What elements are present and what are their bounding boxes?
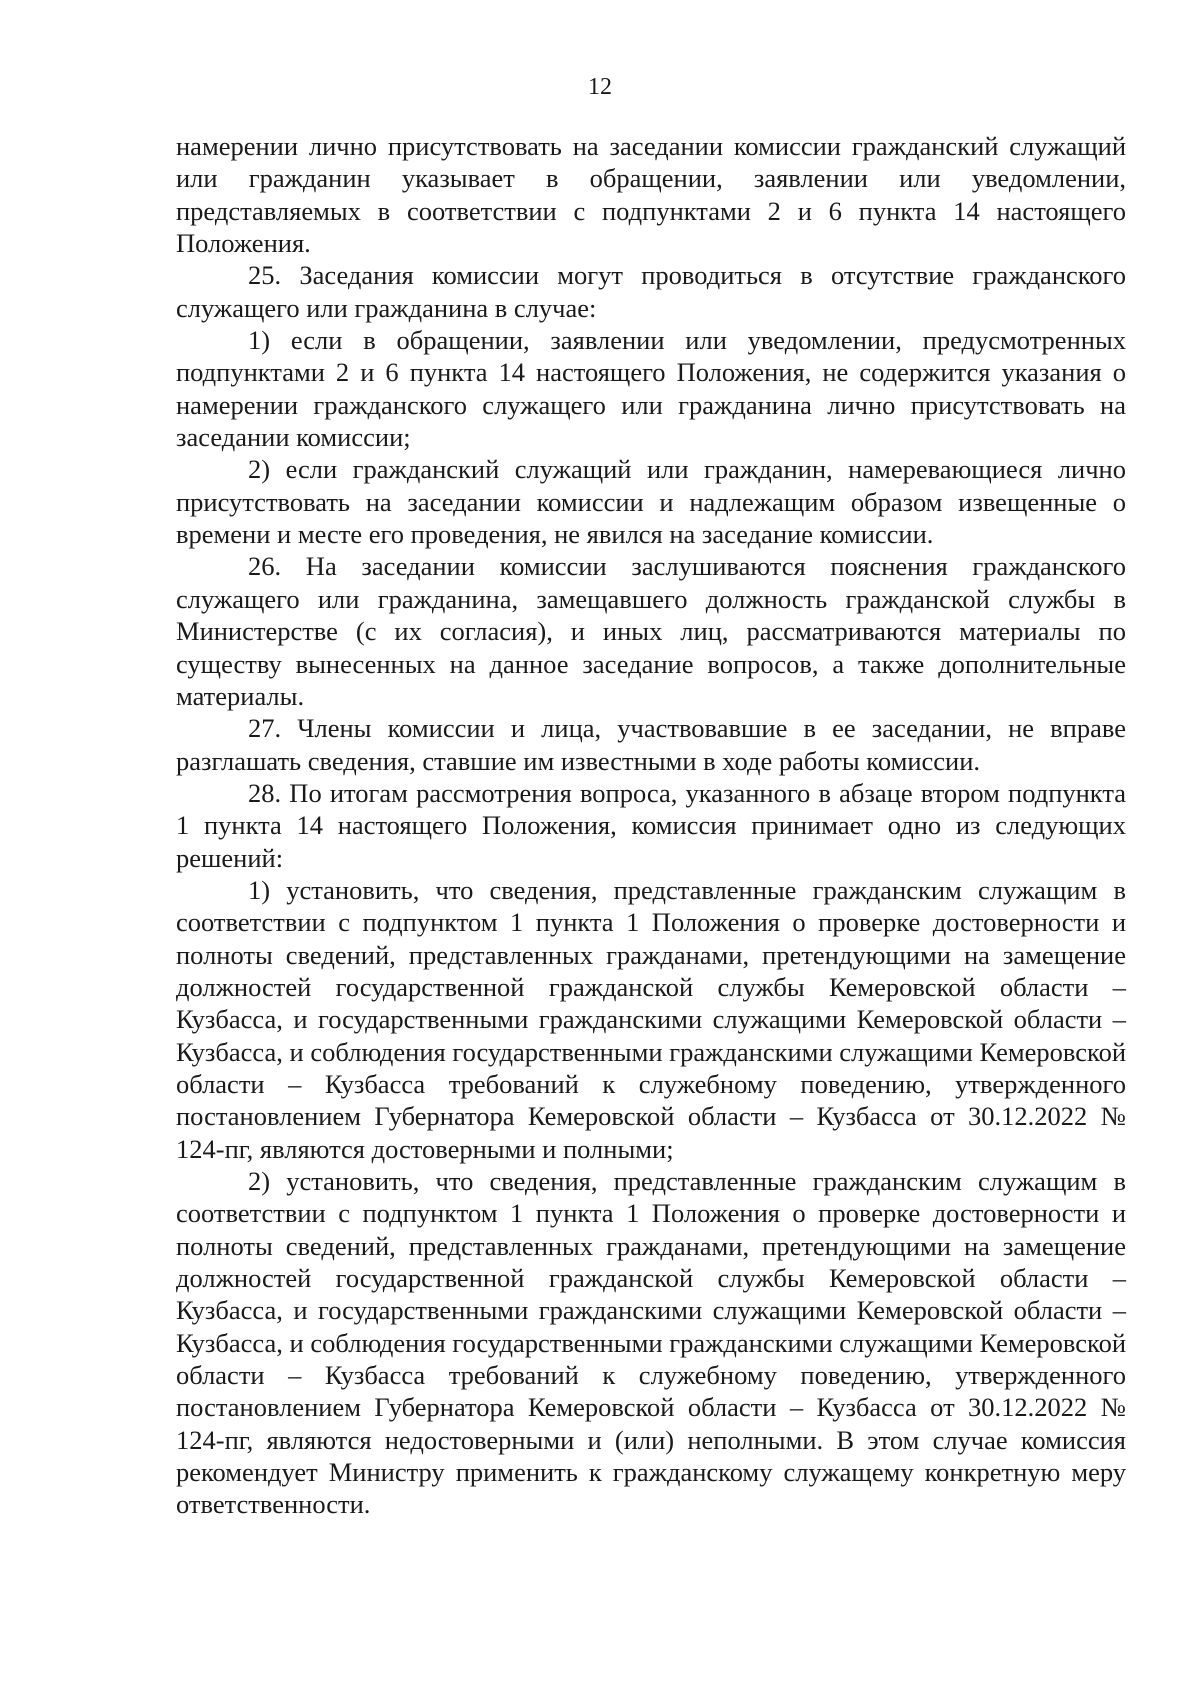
paragraph-item-26: 26. На заседании комиссии заслушиваются пояснения гражданского служащего или гражданина, замещавшего должность гражданской службы в Министерстве (с их согласия), и иных лиц, рассматриваются материалы по существу вынесенных на данное заседание вопросов, а также дополнительные материалы. (176, 551, 1126, 711)
paragraph-item-28-1: 1) установить, что сведения, представленные гражданским служащим в соответствии с подпунктом 1 пункта 1 Положения о проверке достоверности и полноты сведений, представленных гражданами, претендующими на замещение должностей государственной гражданской службы Кемеровской области – Кузбасса, и государственными гражданскими служащими Кемеровской области – Кузбасса, и соблюдения государственными гражданскими служащими Кемеровской области – Кузбасса требований к служебному поведению, утвержденного постановлением Губернатора Кемеровской области – Кузбасса от 30.12.2022 № 124-пг, являются достоверными и полными; (176, 874, 1126, 1164)
paragraph-item-25-2: 2) если гражданский служащий или гражданин, намеревающиеся лично присутствовать на заседании комиссии и надлежащим образом извещенные о времени и месте его проведения, не явился на заседание комиссии. (176, 454, 1126, 550)
paragraph-continuation: намерении лично присутствовать на заседании комиссии гражданский служащий или гражданин указывает в обращении, заявлении или уведомлении, представляемых в соответствии с подпунктами 2 и 6 пункта 14 настоящего Положения. (176, 131, 1126, 259)
paragraph-item-28-2: 2) установить, что сведения, представленные гражданским служащим в соответствии с подпунктом 1 пункта 1 Положения о проверке достоверности и полноты сведений, представленных гражданами, претендующими на замещение должностей государственной гражданской службы Кемеровской области – Кузбасса, и государственными гражданскими служащими Кемеровской области – Кузбасса, и соблюдения государственными гражданскими служащими Кемеровской области – Кузбасса требований к служебному поведению, утвержденного постановлением Губернатора Кемеровской области – Кузбасса от 30.12.2022 № 124-пг, являются недостоверными и (или) неполными. В этом случае комиссия рекомендует Министру применить к гражданскому служащему конкретную меру ответственности. (176, 1166, 1126, 1520)
paragraph-item-27: 27. Члены комиссии и лица, участвовавшие в ее заседании, не вправе разглашать сведения, ставшие им известными в ходе работы комиссии. (176, 713, 1126, 776)
paragraph-item-25: 25. Заседания комиссии могут проводиться в отсутствие гражданского служащего или гражданина в случае: (176, 260, 1126, 323)
paragraph-item-25-1: 1) если в обращении, заявлении или уведомлении, предусмотренных подпунктами 2 и 6 пункта 14 настоящего Положения, не содержится указания о намерении гражданского служащего или гражданина лично присутствовать на заседании комиссии; (176, 325, 1126, 453)
page-number: 12 (588, 74, 612, 100)
paragraph-item-28: 28. По итогам рассмотрения вопроса, указанного в абзаце втором подпункта 1 пункта 14 настоящего Положения, комиссия принимает одно из следующих решений: (176, 777, 1126, 873)
document-body (176, 130, 1126, 1521)
